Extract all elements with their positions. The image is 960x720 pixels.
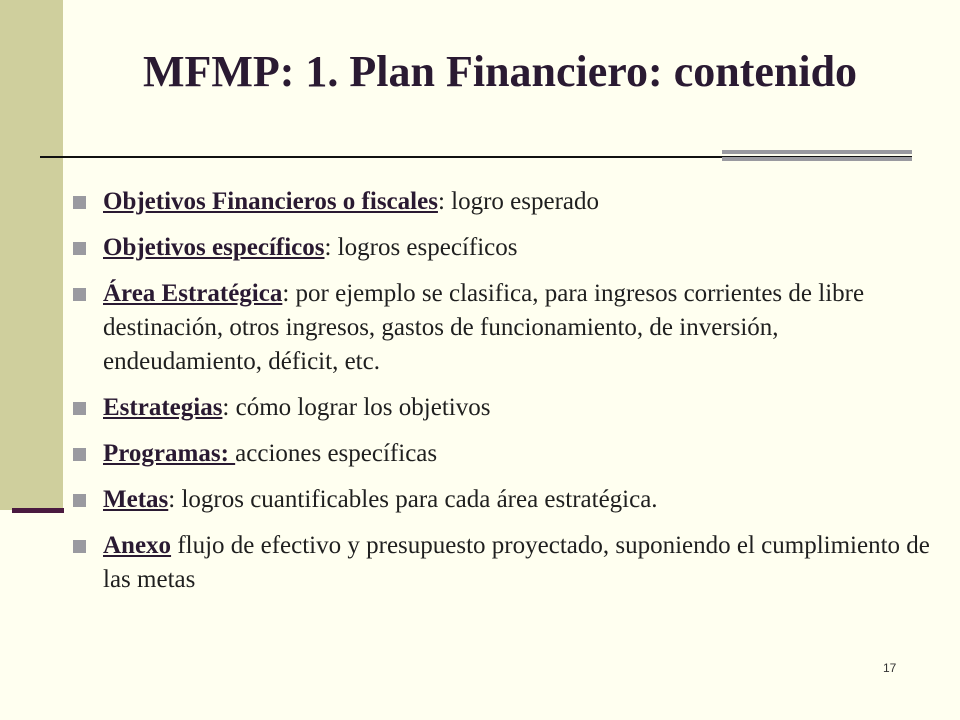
slide-title: MFMP: 1. Plan Financiero: contenido xyxy=(142,47,858,96)
page-number: 17 xyxy=(883,661,897,675)
bullet-text: flujo de efectivo y presupuesto proyectado, suponiendo el cumplimiento de las metas xyxy=(103,532,930,593)
bullet-text: : logro esperado xyxy=(437,188,599,215)
bullet-text: : cómo lograr los objetivos xyxy=(222,394,491,421)
bullet-list xyxy=(73,185,935,609)
title-divider-accent xyxy=(722,150,912,164)
bullet-item-programas xyxy=(73,437,935,471)
bullet-text: : logros cuantificables para cada área estratégica. xyxy=(168,486,658,513)
bullet-text: : por ejemplo se clasifica, para ingresos corrientes de libre destinación, otros ingresos, gastos de funcionamiento, de inversión, endeudamiento, déficit, etc. xyxy=(103,280,865,375)
square-bullet-icon xyxy=(73,540,86,553)
square-bullet-icon xyxy=(73,242,86,255)
bullet-text: : logros específicos xyxy=(324,234,518,261)
square-bullet-icon xyxy=(73,494,86,507)
square-bullet-icon xyxy=(73,196,86,209)
bullet-item-estrategias xyxy=(73,391,935,425)
bullet-item-metas xyxy=(73,483,935,517)
bullet-term: Objetivos específicos xyxy=(103,234,325,261)
bullet-item-anexo xyxy=(73,529,935,597)
square-bullet-icon xyxy=(73,402,86,415)
bullet-term: Metas xyxy=(103,486,169,513)
bullet-text: acciones específicas xyxy=(235,440,438,467)
bullet-item-objetivos-financieros xyxy=(73,185,935,219)
square-bullet-icon xyxy=(73,288,86,301)
bullet-term: Programas: xyxy=(103,440,236,467)
bullet-item-objetivos-especificos xyxy=(73,231,935,265)
bullet-term: Estrategias xyxy=(103,394,223,421)
bullet-item-area-estrategica xyxy=(73,277,935,379)
square-bullet-icon xyxy=(73,448,86,461)
bullet-term: Anexo xyxy=(103,532,172,559)
bullet-term: Área Estratégica xyxy=(103,280,283,307)
bullet-term: Objetivos Financieros o fiscales xyxy=(103,188,438,215)
sidebar-accent-line xyxy=(12,508,64,513)
sidebar-decoration xyxy=(0,0,63,510)
